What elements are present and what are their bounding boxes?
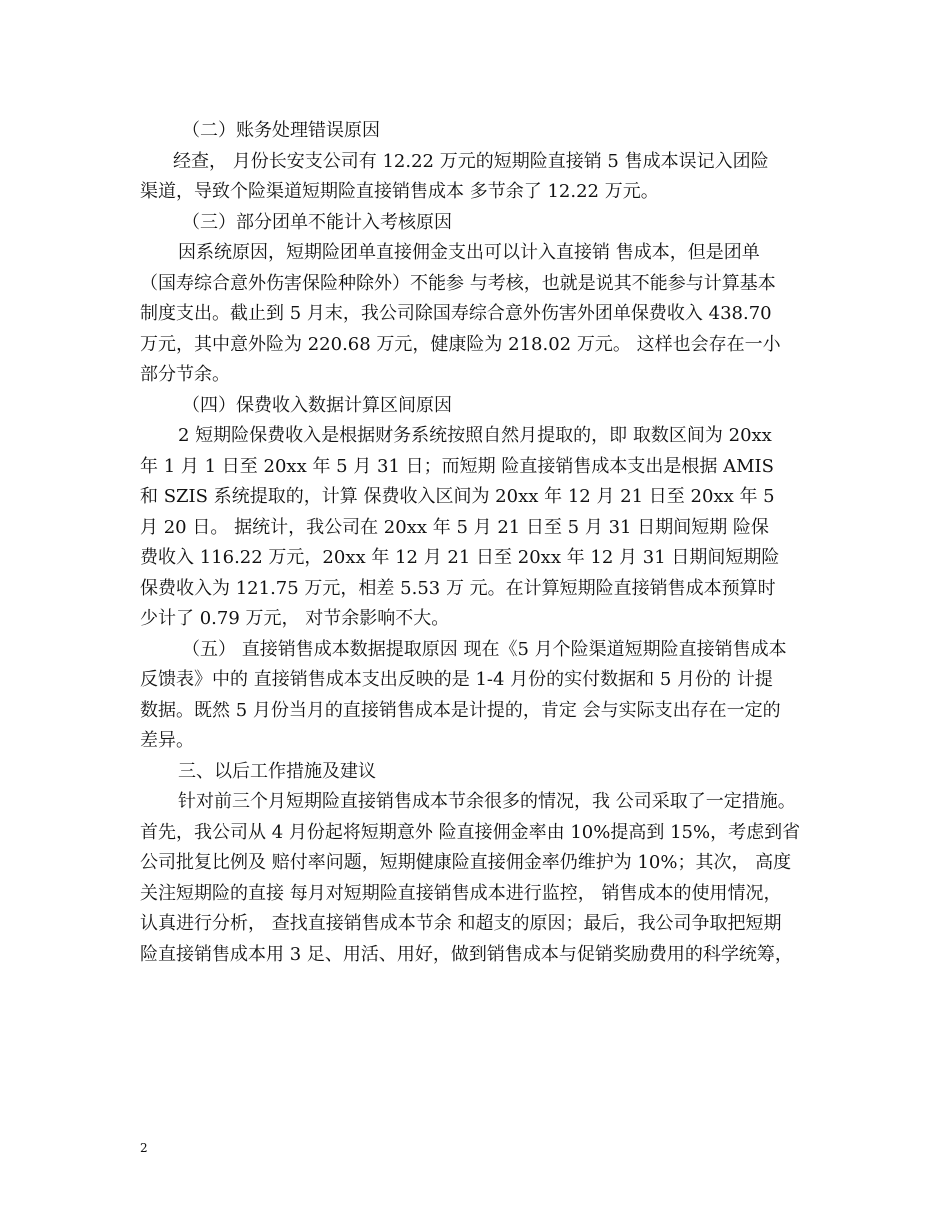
section-heading-2: （二）账务处理错误原因 xyxy=(182,120,380,141)
page-number: 2 xyxy=(140,1141,148,1155)
paragraph-line: 和 SZIS 系统提取的，计算 保费收入区间为 20xx 年 12 月 21 日至 20xx 年 5 xyxy=(140,486,775,507)
section-heading-4: （四）保费收入数据计算区间原因 xyxy=(182,394,452,416)
paragraph-line: 关注短期险的直接 每月对短期险直接销售成本进行监控， 销售成本的使用情况， xyxy=(140,882,782,904)
paragraph-line: （国寿综合意外伤害保险种除外）不能参 与考核，也就是说其不能参与计算基本 xyxy=(140,272,776,294)
paragraph-line: 首先，我公司从 4 月份起将短期意外 险直接佣金率由 10%提高到 15%，考虑到省 xyxy=(140,821,801,843)
section-heading-3: （三）部分团单不能计入考核原因 xyxy=(182,211,452,233)
paragraph-line: 险直接销售成本用 3 足、用活、用好，做到销售成本与促销奖励费用的科学统筹， xyxy=(140,943,793,965)
paragraph-line: 因系统原因，短期险团单直接佣金支出可以计入直接销 售成本，但是团单 xyxy=(178,242,760,263)
paragraph-line: 制度支出。截止到 5 月末，我公司除国寿综合意外伤害外团单保费收入 438.70 xyxy=(140,303,772,324)
paragraph-line: 年 1 月 1 日至 20xx 年 5 月 31 日；而短期 险直接销售成本支出是根据 AMIS xyxy=(140,455,774,477)
paragraph-line: 保费收入为 121.75 万元，相差 5.53 万 元。在计算短期险直接销售成本预算时 xyxy=(140,577,776,599)
paragraph-line: 针对前三个月短期险直接销售成本节余很多的情况，我 公司采取了一定措施。 xyxy=(178,791,796,812)
paragraph-line: 数据。既然 5 月份当月的直接销售成本是计提的，肯定 会与实际支出存在一定的 xyxy=(140,699,781,721)
paragraph-line: 费收入 116.22 万元，20xx 年 12 月 21 日至 20xx 年 12 月 31 日期间短期险 xyxy=(140,547,780,568)
paragraph-line: 月 20 日。 据统计，我公司在 20xx 年 5 月 21 日至 5 月 31 日期间短期 险保 xyxy=(140,516,769,538)
document-body xyxy=(140,116,812,970)
paragraph-line: 部分节余。 xyxy=(140,364,230,385)
paragraph-line: 2 短期险保费收入是根据财务系统按照自然月提取的，即 取数区间为 20xx xyxy=(178,425,772,446)
paragraph-line: 少计了 0.79 万元， 对节余影响不大。 xyxy=(140,608,450,629)
section-heading-6: 三、以后工作措施及建议 xyxy=(178,760,376,782)
paragraph-line: 经查， 月份长安支公司有 12.22 万元的短期险直接销 5 售成本误记入团险 xyxy=(173,150,769,172)
paragraph-line: 公司批复比例及 赔付率问题，短期健康险直接佣金率仍维护为 10%；其次， 高度 xyxy=(140,852,792,873)
paragraph-line: 万元，其中意外险为 220.68 万元，健康险为 218.02 万元。 这样也会存在一小 xyxy=(140,333,781,355)
paragraph-line: 差异。 xyxy=(140,730,194,751)
paragraph-line: 反馈表》中的 直接销售成本支出反映的是 1-4 月份的实付数据和 5 月份的 计提 xyxy=(140,669,773,690)
section-heading-5: （五） 直接销售成本数据提取原因 现在《5 月个险渠道短期险直接销售成本 xyxy=(182,638,787,660)
paragraph-line: 渠道，导致个险渠道短期险直接销售成本 多节余了 12.22 万元。 xyxy=(140,181,659,202)
paragraph-line: 认真进行分析， 查找直接销售成本节余 和超支的原因；最后，我公司争取把短期 xyxy=(140,913,782,934)
